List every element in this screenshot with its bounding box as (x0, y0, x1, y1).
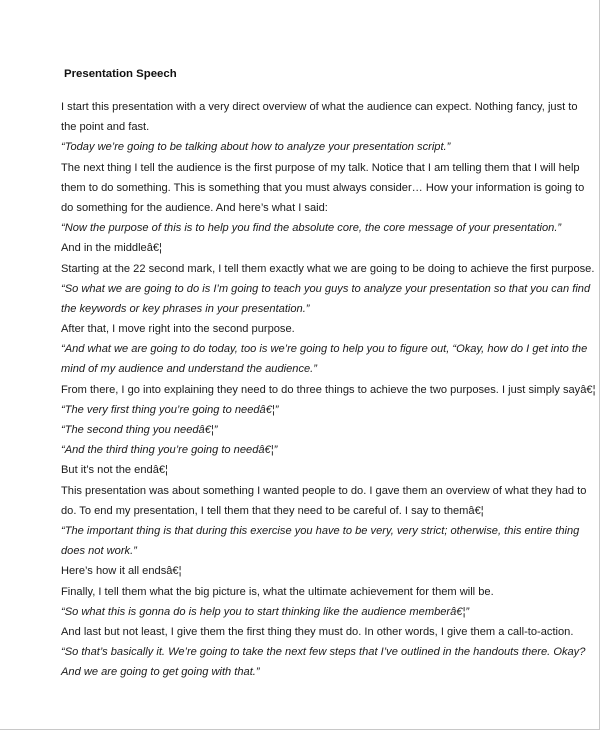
quote-line: “Now the purpose of this is to help you find the absolute core, the core message of your presentation.” (61, 222, 562, 235)
quote-line: does not work.” (61, 545, 137, 558)
quote-line: mind of my audience and understand the audience.” (61, 363, 317, 376)
quote-line: “Today we’re going to be talking about how to analyze your presentation script.” (61, 141, 451, 154)
document-title: Presentation Speech (64, 68, 177, 80)
body-line: Here’s how it all endsâ€¦ (61, 565, 182, 578)
body-line: Finally, I tell them what the big picture is, what the ultimate achievement for them will be. (61, 585, 494, 598)
body-line: The next thing I tell the audience is the first purpose of my talk. Notice that I am telling them that I will help (61, 161, 580, 174)
body-line: But it’s not the endâ€¦ (61, 464, 168, 477)
quote-line: “So what this is gonna do is help you to start thinking like the audience memberâ€¦” (61, 605, 470, 618)
body-line: do something for the audience. And here’s what I said: (61, 201, 328, 214)
document-body (61, 97, 596, 682)
quote-line: “The second thing you needâ€¦” (61, 424, 218, 436)
body-line: After that, I move right into the second purpose. (61, 323, 295, 336)
body-line: them to do something. This is something that you must always consider… How your information is going to (61, 181, 585, 194)
body-line: do. To end my presentation, I tell them that they need to be careful of. I say to themâ€¦ (61, 504, 484, 517)
quote-line: “So that’s basically it. We’re going to take the next few steps that I’ve outlined in the handouts there. Okay? (61, 646, 586, 659)
body-line: This presentation was about something I wanted people to do. I gave them an overview of what they had to (61, 484, 587, 497)
body-line: the point and fast. (61, 121, 150, 134)
body-line: I start this presentation with a very direct overview of what the audience can expect. Nothing fancy, just to (61, 101, 578, 113)
quote-line: “And what we are going to do today, too is we’re going to help you to figure out, “Okay, how do I get into the (61, 343, 588, 356)
quote-line: “The very first thing you’re going to needâ€¦” (61, 403, 279, 416)
body-line: Starting at the 22 second mark, I tell them exactly what we are going to be doing to achieve the first purpose. (61, 262, 595, 275)
body-line: And in the middleâ€¦ (61, 242, 162, 255)
body-line: From there, I go into explaining they need to do three things to achieve the two purposes. I just simply sayâ€¦ (61, 383, 596, 396)
quote-line: “The important thing is that during this exercise you have to be very, very strict; otherwise, this entire thing (61, 524, 580, 537)
quote-line: And we are going to get going with that.” (61, 666, 260, 679)
body-line: And last but not least, I give them the first thing they must do. In other words, I give them a call-to-action. (61, 625, 574, 638)
quote-line: “So what we are going to do is I’m going to teach you guys to analyze your presentation so that you can find (61, 282, 591, 295)
quote-line: “And the third thing you’re going to needâ€¦” (61, 444, 278, 457)
quote-line: the keywords or key phrases in your presentation.” (61, 302, 310, 315)
